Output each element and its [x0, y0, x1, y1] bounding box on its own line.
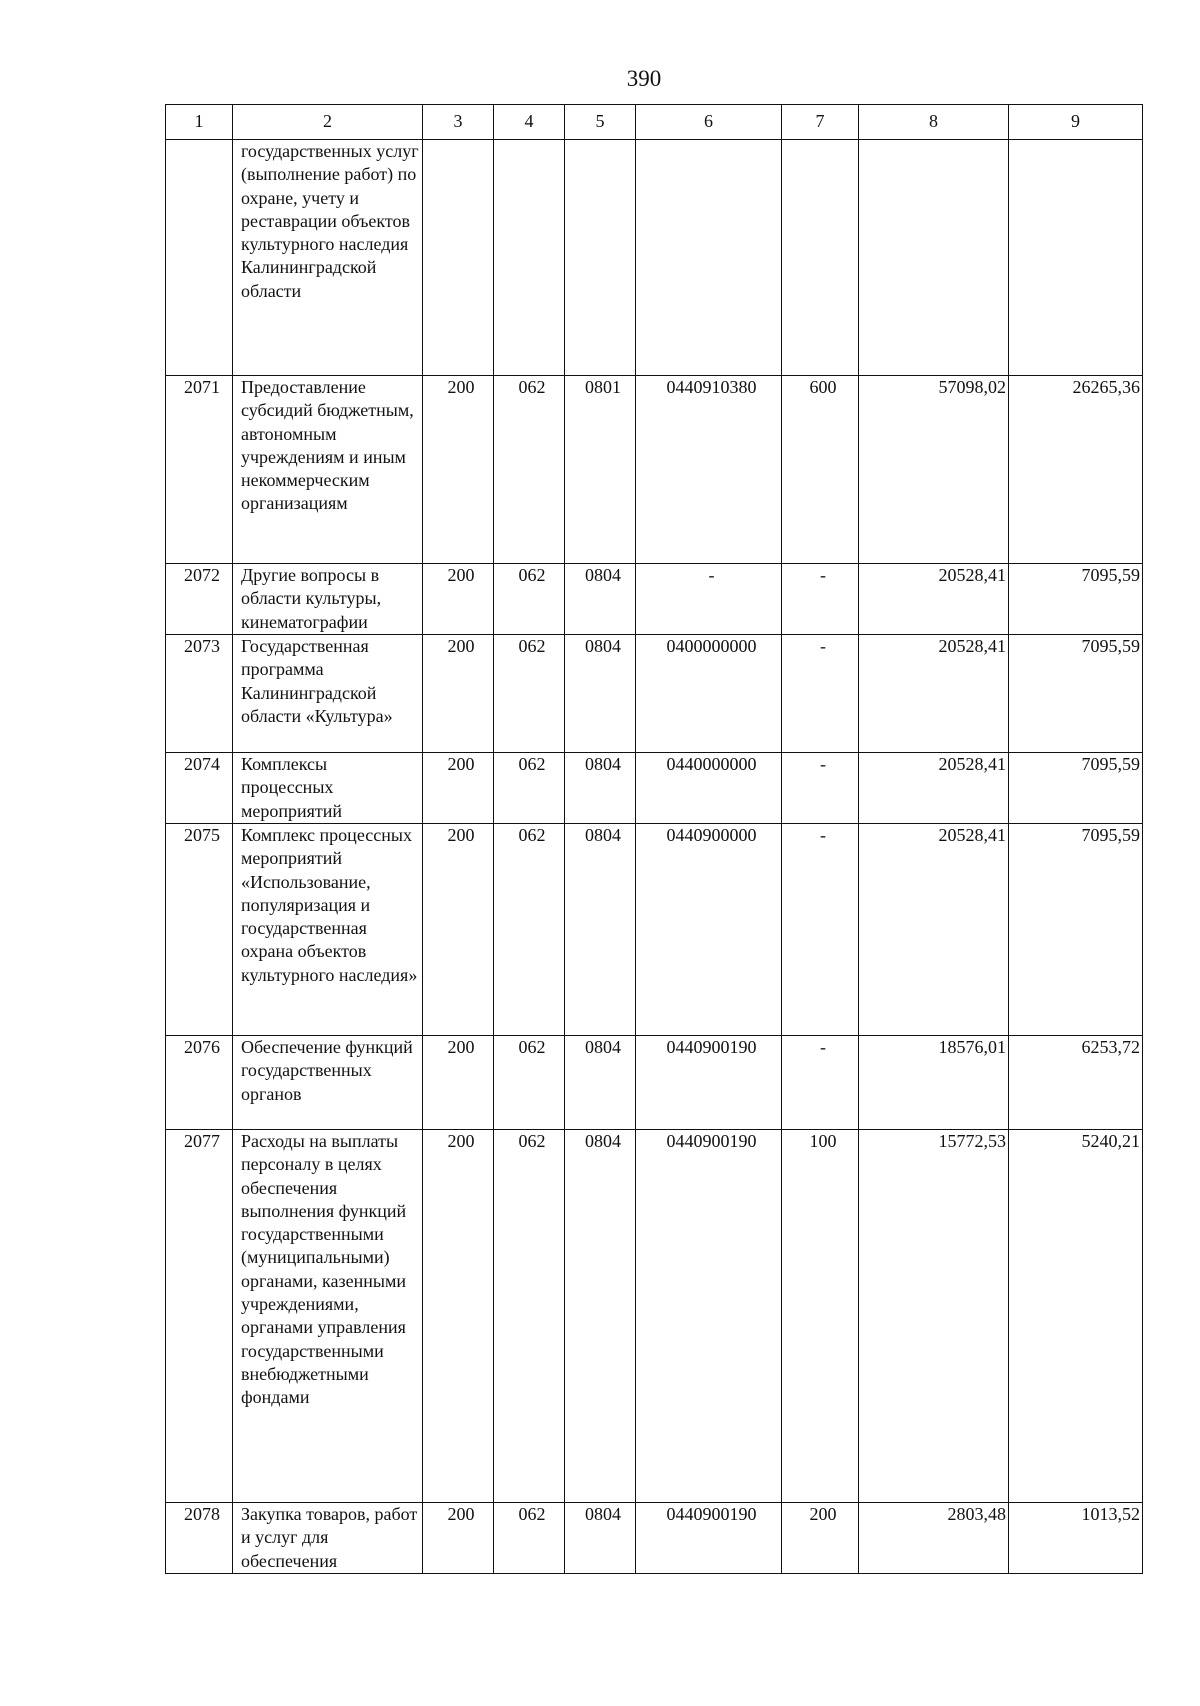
cell-col8: 20528,41 [859, 635, 1009, 753]
cell-col6: - [636, 564, 782, 635]
cell-col5 [565, 140, 636, 376]
row-name: Обеспечение функций государственных органов [233, 1036, 423, 1130]
table-row [166, 1036, 1143, 1130]
cell-col9: 7095,59 [1009, 635, 1143, 753]
cell-col5: 0804 [565, 1036, 636, 1130]
table-row [166, 824, 1143, 1036]
table-row [166, 376, 1143, 564]
cell-col6: 0440910380 [636, 376, 782, 564]
cell-col3: 200 [423, 635, 494, 753]
cell-col9: 1013,52 [1009, 1503, 1143, 1574]
cell-col4: 062 [494, 753, 565, 824]
cell-col5: 0804 [565, 753, 636, 824]
row-number: 2073 [166, 635, 233, 753]
cell-col6: 0400000000 [636, 635, 782, 753]
budget-table [165, 104, 1143, 1574]
cell-col9 [1009, 140, 1143, 376]
cell-col9: 7095,59 [1009, 753, 1143, 824]
cell-col7: - [782, 753, 859, 824]
row-number: 2077 [166, 1130, 233, 1503]
cell-col6: 0440900190 [636, 1130, 782, 1503]
row-name: Закупка товаров, работ и услуг для обеспечения [233, 1503, 423, 1574]
cell-col8: 20528,41 [859, 564, 1009, 635]
cell-col4: 062 [494, 376, 565, 564]
cell-col8: 20528,41 [859, 824, 1009, 1036]
cell-col6 [636, 140, 782, 376]
cell-col7: - [782, 635, 859, 753]
cell-col4: 062 [494, 1503, 565, 1574]
row-name: Государственная программа Калининградской области «Культура» [233, 635, 423, 753]
cell-col7: 600 [782, 376, 859, 564]
cell-col9: 7095,59 [1009, 564, 1143, 635]
cell-col4: 062 [494, 635, 565, 753]
cell-col4: 062 [494, 564, 565, 635]
cell-col4: 062 [494, 824, 565, 1036]
table-row [166, 1503, 1143, 1574]
table-row [166, 1130, 1143, 1503]
cell-col9: 6253,72 [1009, 1036, 1143, 1130]
cell-col5: 0804 [565, 635, 636, 753]
cell-col5: 0804 [565, 1130, 636, 1503]
cell-col6: 0440900190 [636, 1503, 782, 1574]
column-header-6: 6 [636, 105, 782, 140]
row-number: 2074 [166, 753, 233, 824]
column-header-5: 5 [565, 105, 636, 140]
cell-col8: 20528,41 [859, 753, 1009, 824]
column-header-1: 1 [166, 105, 233, 140]
cell-col4 [494, 140, 565, 376]
row-name: государственных услуг (выполнение работ) по охране, учету и реставрации объектов культурного наследия Калининградской области [233, 140, 423, 376]
cell-col9: 7095,59 [1009, 824, 1143, 1036]
cell-col8: 18576,01 [859, 1036, 1009, 1130]
cell-col3: 200 [423, 376, 494, 564]
page-number: 390 [626, 66, 662, 91]
cell-col6: 0440900190 [636, 1036, 782, 1130]
row-number: 2075 [166, 824, 233, 1036]
column-header-9: 9 [1009, 105, 1143, 140]
cell-col3: 200 [423, 824, 494, 1036]
cell-col5: 0801 [565, 376, 636, 564]
cell-col3: 200 [423, 564, 494, 635]
header-row [166, 105, 1143, 140]
cell-col5: 0804 [565, 1503, 636, 1574]
row-number: 2076 [166, 1036, 233, 1130]
cell-col8: 2803,48 [859, 1503, 1009, 1574]
cell-col9: 26265,36 [1009, 376, 1143, 564]
cell-col7: 100 [782, 1130, 859, 1503]
cell-col3 [423, 140, 494, 376]
table-row [166, 635, 1143, 753]
cell-col7 [782, 140, 859, 376]
cell-col9: 5240,21 [1009, 1130, 1143, 1503]
cell-col4: 062 [494, 1130, 565, 1503]
row-number: 2072 [166, 564, 233, 635]
cell-col7: 200 [782, 1503, 859, 1574]
cell-col5: 0804 [565, 824, 636, 1036]
cell-col3: 200 [423, 1036, 494, 1130]
table-row [166, 753, 1143, 824]
cell-col7: - [782, 564, 859, 635]
row-number: 2071 [166, 376, 233, 564]
cell-col8 [859, 140, 1009, 376]
cell-col8: 15772,53 [859, 1130, 1009, 1503]
row-name: Предоставление субсидий бюджетным, автономным учреждениям и иным некоммерческим организациям [233, 376, 423, 564]
cell-col5: 0804 [565, 564, 636, 635]
cell-col3: 200 [423, 1130, 494, 1503]
row-number [166, 140, 233, 376]
cell-col3: 200 [423, 753, 494, 824]
column-header-3: 3 [423, 105, 494, 140]
row-name: Расходы на выплаты персоналу в целях обеспечения выполнения функций государственными (муниципальными) органами, казенными учреждениями, органами управления государственными внебюджетными фондами [233, 1130, 423, 1503]
row-name: Другие вопросы в области культуры, кинематографии [233, 564, 423, 635]
column-header-8: 8 [859, 105, 1009, 140]
cell-col8: 57098,02 [859, 376, 1009, 564]
cell-col7: - [782, 824, 859, 1036]
row-name: Комплекс процессных мероприятий «Использование, популяризация и государственная охрана объектов культурного наследия» [233, 824, 423, 1036]
cell-col7: - [782, 1036, 859, 1130]
table-row [166, 564, 1143, 635]
table-row [166, 140, 1143, 376]
row-number: 2078 [166, 1503, 233, 1574]
cell-col6: 0440000000 [636, 753, 782, 824]
cell-col3: 200 [423, 1503, 494, 1574]
column-header-7: 7 [782, 105, 859, 140]
cell-col6: 0440900000 [636, 824, 782, 1036]
cell-col4: 062 [494, 1036, 565, 1130]
row-name: Комплексы процессных мероприятий [233, 753, 423, 824]
column-header-2: 2 [233, 105, 423, 140]
column-header-4: 4 [494, 105, 565, 140]
